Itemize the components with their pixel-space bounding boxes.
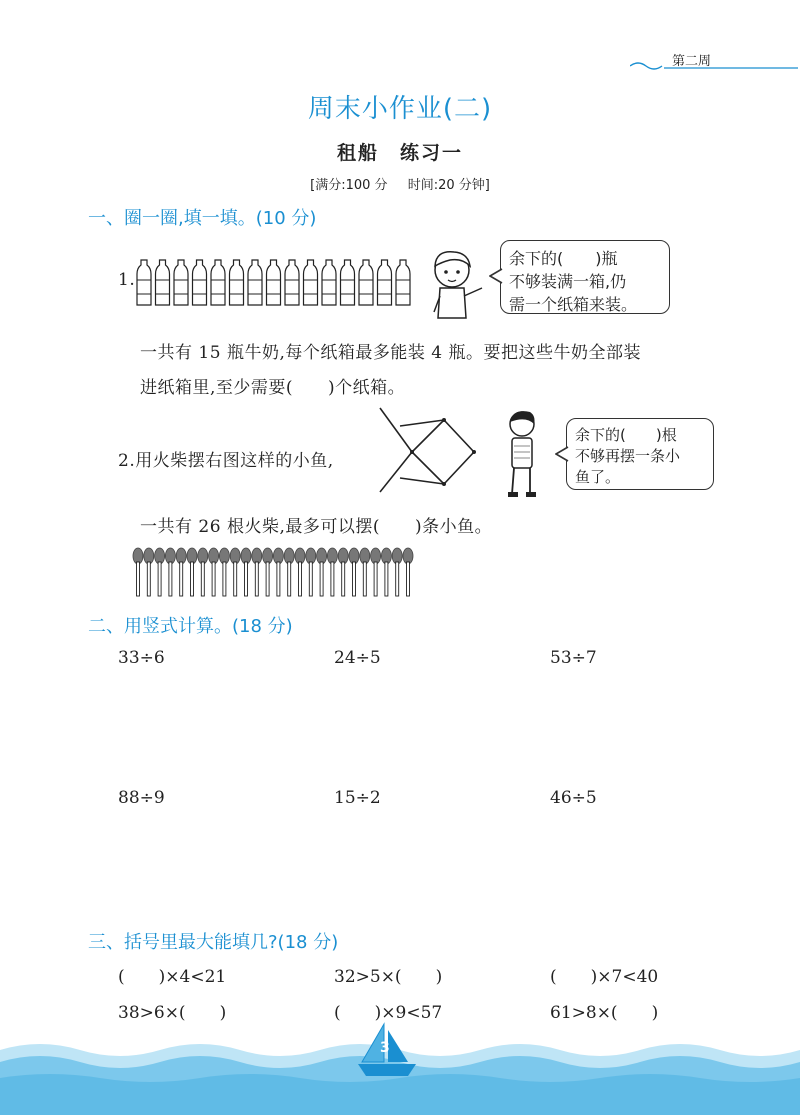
- matchstick: [263, 548, 273, 596]
- milk-bottle: [174, 260, 188, 305]
- matchstick: [392, 548, 402, 596]
- matchstick: [273, 548, 283, 596]
- milk-bottle: [211, 260, 225, 305]
- matchstick: [360, 548, 370, 596]
- milk-bottle: [359, 260, 373, 305]
- full-score: [满分:100 分: [310, 178, 388, 193]
- bubble-2-line-2: 不够再摆一条小: [575, 447, 681, 465]
- matchstick: [176, 548, 186, 596]
- calc-item: 88÷9: [118, 788, 165, 808]
- speech-bubble-1: [500, 240, 670, 314]
- matchstick: [241, 548, 251, 596]
- week-label: 第二周: [672, 54, 712, 69]
- matchstick: [306, 548, 316, 596]
- fill-item: 32>5×( ): [334, 967, 443, 987]
- matchstick: [187, 548, 197, 596]
- time-limit: 时间:20 分钟]: [407, 178, 490, 193]
- calc-item: 46÷5: [550, 788, 597, 808]
- bubble-1-line-1: 余下的( )瓶: [509, 249, 618, 268]
- matchstick: [155, 548, 165, 596]
- matchstick: [133, 548, 143, 596]
- matchstick: [371, 548, 381, 596]
- matchstick: [381, 548, 391, 596]
- matchstick: [338, 548, 348, 596]
- milk-bottle: [304, 260, 318, 305]
- matchstick: [209, 548, 219, 596]
- child-girl-icon: [424, 244, 486, 328]
- question-2-text: 2.用火柴摆右图这样的小鱼,: [118, 451, 334, 471]
- matchstick: [295, 548, 305, 596]
- milk-bottle: [230, 260, 244, 305]
- matchstick: [230, 548, 240, 596]
- matchstick: [144, 548, 154, 596]
- question-1-text-line-2: 进纸箱里,至少需要( )个纸箱。: [140, 378, 406, 398]
- week-tag-decoration: [630, 58, 800, 72]
- bubble-1-line-2: 不够装满一箱,仍: [509, 272, 627, 291]
- calc-item: 24÷5: [334, 648, 381, 668]
- section-1-heading: 一、圈一圈,填一填。(10 分): [88, 208, 317, 229]
- milk-bottle: [137, 260, 151, 305]
- milk-bottle: [396, 260, 410, 305]
- score-time-info: [0, 174, 800, 193]
- milk-bottles: [134, 258, 416, 308]
- bubble-2-line-1: 余下的( )根: [575, 426, 677, 444]
- section-2-heading: 二、用竖式计算。(18 分): [88, 616, 293, 637]
- fill-item: ( )×4<21: [118, 967, 227, 987]
- matchstick: [327, 548, 337, 596]
- boy-icon: [500, 406, 550, 502]
- page-subtitle: 租船 练习一: [336, 142, 463, 164]
- match-fish-diagram: [376, 404, 478, 496]
- question-1-number: 1.: [118, 270, 136, 290]
- matchstick: [198, 548, 208, 596]
- milk-bottle: [248, 260, 262, 305]
- calc-item: 33÷6: [118, 648, 165, 668]
- fill-item: 61>8×( ): [550, 1003, 659, 1023]
- milk-bottle: [378, 260, 392, 305]
- milk-bottle: [193, 260, 207, 305]
- matchstick: [403, 548, 413, 596]
- page-title: 周末小作业(二): [307, 94, 493, 124]
- matchstick: [284, 548, 294, 596]
- page-number: 3: [380, 1040, 390, 1056]
- milk-bottle: [322, 260, 336, 305]
- section-3-heading: 三、括号里最大能填几?(18 分): [88, 932, 339, 953]
- bubble-2-line-3: 鱼了。: [575, 468, 621, 486]
- matchsticks: [132, 546, 422, 598]
- fill-item: ( )×7<40: [550, 967, 659, 987]
- fill-item: ( )×9<57: [334, 1003, 443, 1023]
- calc-item: 15÷2: [334, 788, 381, 808]
- bubble-1-tail: [489, 268, 503, 284]
- question-2-answer-line: 一共有 26 根火柴,最多可以摆( )条小鱼。: [140, 517, 493, 537]
- milk-bottle: [285, 260, 299, 305]
- milk-bottle: [156, 260, 170, 305]
- bubble-1-line-3: 需一个纸箱来装。: [509, 295, 638, 314]
- fill-item: 38>6×( ): [118, 1003, 227, 1023]
- milk-bottle: [341, 260, 355, 305]
- matchstick: [165, 548, 175, 596]
- matchstick: [349, 548, 359, 596]
- milk-bottle: [267, 260, 281, 305]
- matchstick: [219, 548, 229, 596]
- bubble-2-tail: [555, 446, 569, 462]
- matchstick: [317, 548, 327, 596]
- question-1-text-line-1: 一共有 15 瓶牛奶,每个纸箱最多能装 4 瓶。要把这些牛奶全部装: [140, 343, 641, 363]
- matchstick: [252, 548, 262, 596]
- calc-item: 53÷7: [550, 648, 597, 668]
- speech-bubble-2: [566, 418, 714, 490]
